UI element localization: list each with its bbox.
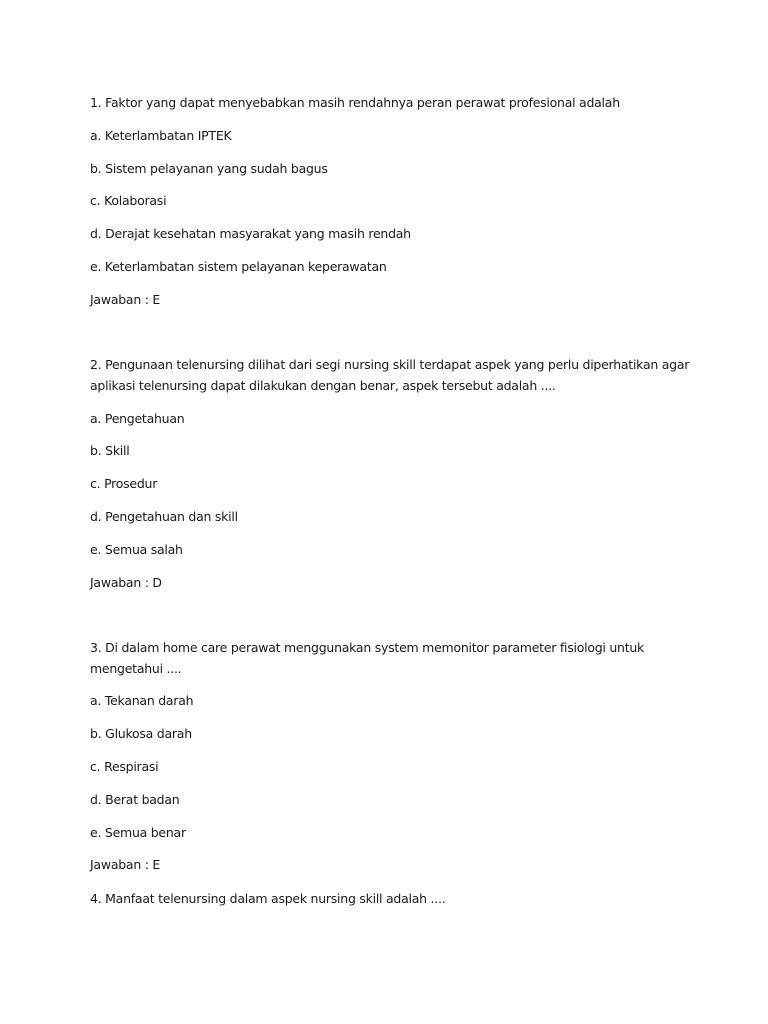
question-1-option-b: b. Sistem pelayanan yang sudah bagus [90,161,328,176]
question-3-answer: Jawaban : E [90,857,161,872]
question-4-text: 4. Manfaat telenursing dalam aspek nursing skill adalah .... [90,891,446,906]
question-1-option-d: d. Derajat kesehatan masyarakat yang masih rendah [90,226,411,241]
question-2-option-b: b. Skill [90,443,130,458]
question-3-option-b: b. Glukosa darah [90,726,192,741]
question-2-option-d: d. Pengetahuan dan skill [90,509,238,524]
question-3-text-line-1: 3. Di dalam home care perawat menggunakan system memonitor parameter fisiologi untuk [90,640,645,655]
question-2-option-e: e. Semua salah [90,542,183,557]
question-3-option-e: e. Semua benar [90,825,186,840]
question-3-option-d: d. Berat badan [90,792,180,807]
question-3-text-line-2: mengetahui .... [90,661,182,676]
question-2-option-a: a. Pengetahuan [90,411,185,426]
question-1-option-c: c. Kolaborasi [90,193,167,208]
question-1-option-a: a. Keterlambatan IPTEK [90,128,232,143]
question-3-option-c: c. Respirasi [90,759,159,774]
question-1-text: 1. Faktor yang dapat menyebabkan masih rendahnya peran perawat profesional adalah [90,95,620,110]
question-2-answer: Jawaban : D [90,575,162,590]
question-2-text-line-1: 2. Pengunaan telenursing dilihat dari segi nursing skill terdapat aspek yang perlu diperhatikan agar [90,357,690,372]
question-1-option-e: e. Keterlambatan sistem pelayanan keperawatan [90,259,387,274]
question-2-text-line-2: aplikasi telenursing dapat dilakukan dengan benar, aspek tersebut adalah .... [90,378,556,393]
question-1-answer: Jawaban : E [90,292,161,307]
question-2-option-c: c. Prosedur [90,476,158,491]
question-3-option-a: a. Tekanan darah [90,693,194,708]
